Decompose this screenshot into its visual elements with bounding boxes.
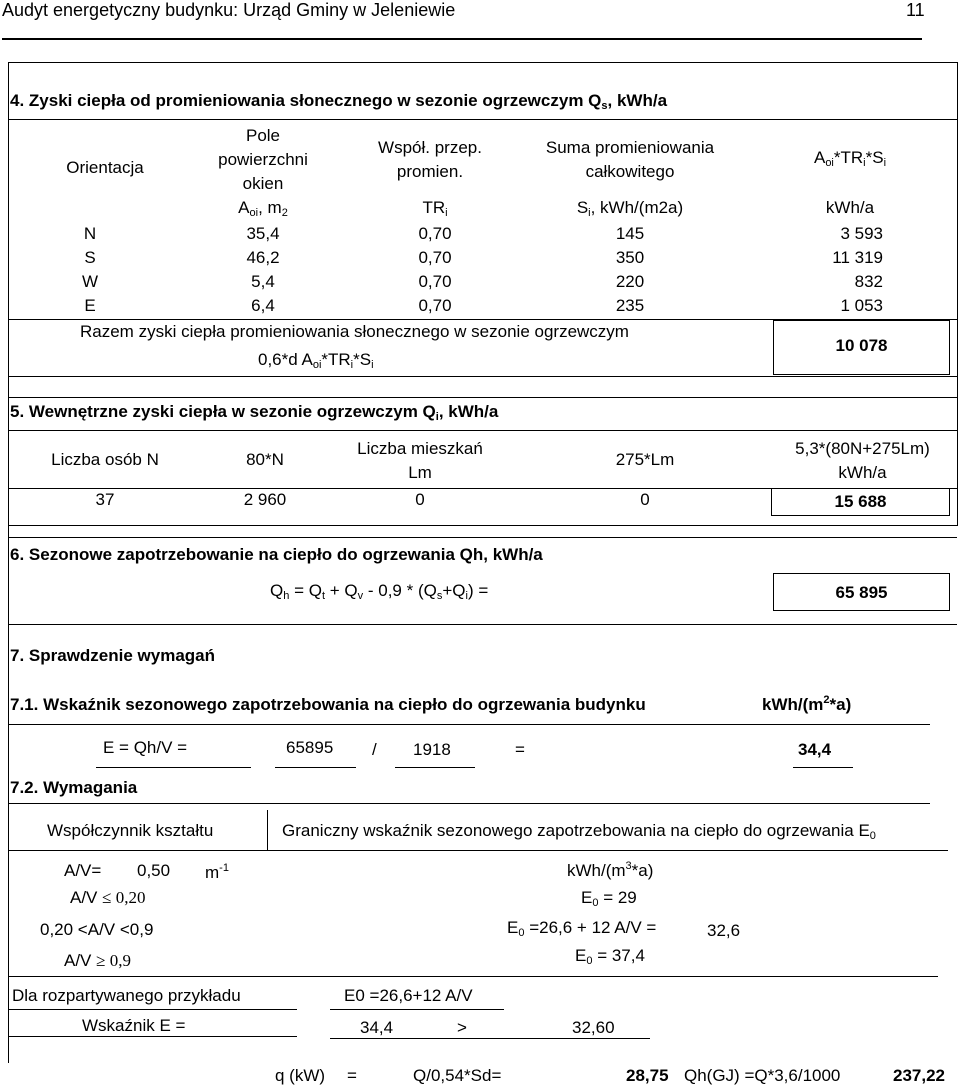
row-result: 1 053: [840, 296, 883, 315]
page-number: 11: [906, 0, 925, 20]
index-value: 34,4: [360, 1018, 394, 1037]
e-underline-2: [275, 767, 356, 768]
section-frame-right: [957, 62, 958, 526]
s5-v-persons: 37: [95, 490, 115, 509]
s7-2-rule: [8, 803, 930, 804]
row-transmittance: 0,70: [418, 224, 452, 243]
row-orientation: S: [84, 248, 96, 267]
s7-1-title: 7.1. Wskaźnik sezonowego zapotrzebowania na ciepło do ogrzewania budynku: [10, 695, 646, 714]
av-unit: $m^{-1}$: [205, 862, 229, 882]
row-radiation: 235: [615, 296, 645, 315]
s5-v-result: 15 688: [834, 492, 887, 511]
document-title: Audyt energetyczny budynku: Urząd Gminy w Jeleniewie: [2, 0, 456, 20]
s6-value: 65 895: [835, 583, 888, 602]
col-transmittance: Współ. przep. promien.: [378, 138, 482, 181]
s4-title-rule: [8, 119, 957, 120]
e-label: E = Qh/V =: [103, 738, 188, 757]
q-value: 28,75: [626, 1066, 669, 1085]
s5-title: 5. Wewnętrzne zyski ciepła w sezonie ogrzewczym $Q_i$, kWh/a: [10, 402, 499, 423]
row-transmittance: 0,70: [418, 272, 452, 291]
gj-value: 237,22: [893, 1066, 945, 1085]
row-radiation: 350: [615, 248, 645, 267]
index-rule-2: [330, 1038, 650, 1039]
unit-area: $A_{oi}$, $m_2$: [238, 198, 288, 219]
s4-total-formula: 0,6*d $A_{oi}*TR_i*S_i$: [258, 350, 374, 371]
example-rule-1: [8, 1009, 297, 1010]
row-area: 46,2: [246, 248, 280, 267]
e-slash: /: [372, 740, 377, 759]
req-header-rule: [8, 850, 948, 851]
e-value: 34,4: [798, 740, 832, 759]
req-divider: [267, 810, 268, 850]
row-orientation: N: [83, 224, 97, 243]
s5-h-result: 5,3*(80N+275Lm) kWh/a: [795, 439, 930, 482]
q-equals: =: [347, 1066, 357, 1085]
cond2-result: 32,6: [707, 921, 741, 940]
row-radiation: 220: [615, 272, 645, 291]
s5-title-rule: [8, 430, 957, 431]
gj-label: Qh(GJ) =Q*3,6/1000: [684, 1066, 841, 1085]
s6-bottom-rule: [8, 624, 957, 625]
section-frame-left: [8, 62, 9, 1063]
s7-1-unit: kWh/$(m^2*a)$: [762, 694, 852, 714]
s5-top-rule: [8, 397, 957, 398]
row-transmittance: 0,70: [418, 296, 452, 315]
q-label: q (kW): [275, 1066, 326, 1085]
cond3-av: A/V ≥ 0,9: [64, 951, 131, 970]
example-formula: E0 =26,6+12 A/V: [344, 986, 473, 1005]
e-heat: 65895: [286, 738, 334, 757]
s5-v-80n: 2 960: [243, 490, 287, 509]
index-label: Wskaźnik E =: [82, 1016, 186, 1035]
row-result: 3 593: [840, 224, 883, 243]
cond2-av: 0,20 <A/V <0,9: [40, 920, 154, 939]
e-underline-4: [793, 767, 853, 768]
col-area: Pole powierzchni okien: [218, 126, 308, 193]
s4-total-value: 10 078: [835, 336, 888, 355]
unit-radiation: $S_i$, kWh/(m2a): [576, 198, 684, 219]
row-area: 6,4: [251, 296, 275, 315]
q-formula: Q/0,54*Sd=: [413, 1066, 502, 1085]
s4-top-rule: [8, 62, 957, 63]
s6-top-rule: [8, 537, 957, 538]
e-volume: 1918: [413, 740, 451, 759]
row-transmittance: 0,70: [418, 248, 452, 267]
row-result: 11 319: [832, 248, 883, 267]
s4-bottom-rule: [8, 376, 957, 377]
row-area: 35,4: [246, 224, 280, 243]
s7-title: 7. Sprawdzenie wymagań: [10, 646, 216, 665]
e-equals: =: [515, 740, 525, 759]
header-rule: [2, 38, 922, 40]
e-underline-1: [96, 767, 251, 768]
col-orientation: Orientacja: [66, 158, 144, 177]
cond1-av: A/V ≤ 0,20: [70, 888, 146, 907]
s5-h-275: 275*Lm: [615, 450, 675, 469]
index-compare: >: [457, 1018, 467, 1037]
s4-title: 4. Zyski ciepła od promieniowania słonecznego w sezonie ogrzewczym $Q_s$, kWh/a: [10, 91, 668, 112]
req-bottom-rule: [8, 976, 938, 977]
s7-1-rule: [8, 724, 930, 725]
unit-result: kWh/a: [825, 198, 875, 217]
row-orientation: W: [81, 272, 99, 291]
s5-v-flats: 0: [415, 490, 425, 509]
cond3-e0: $E_0 = 37,4$: [575, 946, 645, 967]
req-shape-header: Współczynnik kształtu: [47, 821, 214, 840]
s7-2-title: 7.2. Wymagania: [10, 778, 138, 797]
index-rule-1: [8, 1036, 297, 1037]
e0-unit: kWh/$(m^3*a)$: [567, 860, 654, 880]
s5-h-flats: Liczba mieszkań Lm: [357, 439, 483, 482]
e-underline-3: [395, 767, 475, 768]
s5-h-persons: Liczba osób N: [51, 450, 159, 469]
col-result: $A_{oi}*TR_i*S_i$: [813, 148, 887, 169]
s5-h-80n: 80*N: [246, 450, 284, 469]
row-orientation: E: [84, 296, 96, 315]
example-label: Dla rozpartywanego przykładu: [12, 986, 241, 1005]
s5-v-275: 0: [640, 490, 650, 509]
row-result: 832: [854, 272, 883, 291]
av-label: A/V=: [64, 861, 102, 880]
col-radiation-sum: Suma promieniowania całkowitego: [545, 138, 715, 181]
req-limit-header: Graniczny wskaźnik sezonowego zapotrzebowania na ciepło do ogrzewania $E_0$: [282, 821, 876, 842]
row-area: 5,4: [251, 272, 275, 291]
s6-title: 6. Sezonowe zapotrzebowanie na ciepło do ogrzewania Qh, kWh/a: [10, 545, 543, 564]
unit-transmittance: $TR_i$: [422, 198, 448, 219]
s5-bottom-rule: [8, 525, 957, 526]
index-limit: 32,60: [572, 1018, 615, 1037]
s4-total-label: Razem zyski ciepła promieniowania słonecznego w sezonie ogrzewczym: [80, 322, 629, 341]
s6-formula: $Q_h = Q_t + Q_v - 0,9 * (Q_s+Q_i)$ =: [270, 581, 489, 602]
av-value: 0,50: [137, 861, 171, 880]
example-rule-2: [330, 1009, 504, 1010]
cond1-e0: $E_0 = 29$: [581, 888, 637, 909]
cond2-e0: $E_0 =26,6 + 12$ A/V =: [507, 918, 657, 939]
row-radiation: 145: [615, 224, 645, 243]
